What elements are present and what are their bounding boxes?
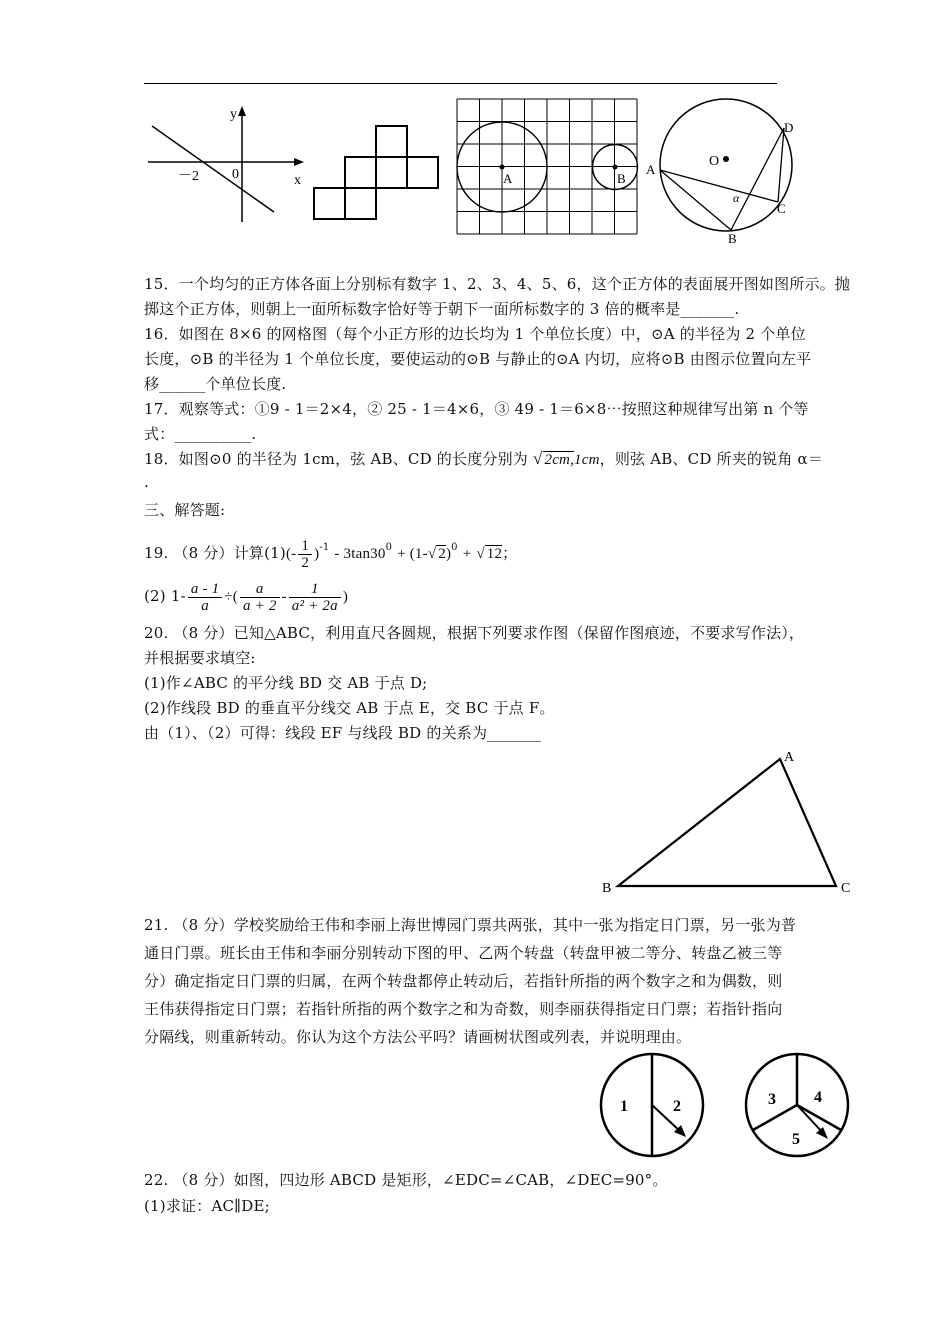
spinner-1-number-1: 1 xyxy=(620,1098,628,1115)
triangle-vertex-b: B xyxy=(602,881,612,896)
question-17-line-1: 17．观察等式：①9 - 1＝2×4，② 25 - 1＝4×6，③ 49 - 1＝6×8⋯按照这种规律写出第 n 个等 xyxy=(144,400,809,418)
question-21-line-2: 通日门票。班长由王伟和李丽分别转动下图的甲、乙两个转盘（转盘甲被二等分、转盘乙被三等 xyxy=(144,944,783,962)
question-21-line-3: 分）确定指定日门票的归属，在两个转盘都停止转动后，若指针所指的两个数字之和为偶数，则 xyxy=(144,972,783,990)
grid-circles-figure xyxy=(457,99,637,235)
question-21-line-1: 21. （8 分）学校奖励给王伟和李丽上海世博园门票共两张，其中一张为指定日门票，另一张为普 xyxy=(144,916,797,934)
question-15-line-1: 15．一个均匀的正方体各面上分别标有数字 1、2、3、4、5、6，这个正方体的表面展开图如图所示。抛 xyxy=(144,275,851,293)
spinner-2-number-5: 5 xyxy=(792,1131,800,1148)
center-o-label: O xyxy=(709,154,720,169)
grid-point-a: A xyxy=(503,171,513,186)
question-18-line-2: . xyxy=(144,473,149,491)
circle-chords-figure xyxy=(642,98,802,250)
alpha-label: α xyxy=(733,191,740,205)
question-20-line-3: (1)作∠ABC 的平分线 BD 交 AB 于点 D; xyxy=(144,674,428,692)
question-20-line-5: 由（1）、（2）可得：线段 EF 与线段 BD 的关系为_______ xyxy=(144,724,542,742)
circle-point-c: C xyxy=(777,201,786,216)
question-17-line-2: 式：__________. xyxy=(144,425,257,443)
y-axis-label: y xyxy=(230,107,237,122)
triangle-vertex-a: A xyxy=(784,750,795,765)
sqrt-two-cm: √ 2cm,1cm xyxy=(532,449,600,468)
fraction-one-half: $\frac{1}{2}$ xyxy=(298,538,312,571)
question-16-line-2: 长度，⊙B 的半径为 1 个单位长度，要使运动的⊙B 与静止的⊙A 内切，应将⊙B 由图示位置向左平 xyxy=(144,350,812,368)
spinner-1-number-2: 2 xyxy=(673,1098,681,1115)
question-16-line-1: 16．如图在 8×6 的网格图（每个小正方形的边长均为 1 个单位长度）中，⊙A 的半径为 2 个单位 xyxy=(144,325,806,343)
question-18-part-1: 18．如图⊙0 的半径为 1cm，弦 AB、CD 的长度分别为 xyxy=(144,450,528,468)
header-rule xyxy=(144,83,777,84)
question-21-line-4: 王伟获得指定日门票；若指针所指的两个数字之和为奇数，则李丽获得指定日门票；若指针指向 xyxy=(144,1000,783,1018)
question-16-line-3: 移______个单位长度. xyxy=(144,375,287,393)
spinner-2-number-4: 4 xyxy=(814,1089,822,1106)
fraction-a-minus-1-over-a: $\frac{a - 1}{a}$ xyxy=(188,581,223,614)
origin-label: 0 xyxy=(232,167,239,182)
question-21-line-5: 分隔线，则重新转动。你认为这个方法公平吗？请画树状图或列表，并说明理由。 xyxy=(144,1028,692,1046)
spinner-1-figure xyxy=(598,1052,708,1158)
question-20-line-2: 并根据要求填空: xyxy=(144,649,256,667)
question-20-line-1: 20. （8 分）已知△ABC，利用直尺各圆规，根据下列要求作图（保留作图痕迹，不要求写作法）， xyxy=(144,624,805,642)
question-19-part-1: 19. （8 分）计算(1)(- $\frac{1}{2}$ )$^{-1} - 3\tan 30^0 + (1-√$ 2)$^0$ + √ 12； xyxy=(144,537,518,571)
cube-net-figure xyxy=(312,124,442,222)
circle-point-d: D xyxy=(784,120,794,135)
spinner-2-number-3: 3 xyxy=(768,1091,776,1108)
question-22-line-2: (1)求证：AC∥DE; xyxy=(144,1197,270,1215)
coordinate-axes-figure xyxy=(144,102,314,226)
minus-two-label: －2 xyxy=(178,169,199,184)
triangle-vertex-c: C xyxy=(841,881,851,896)
question-18-part-2: ，则弦 AB、CD 所夹的锐角 α＝ xyxy=(599,450,824,468)
question-20-line-4: (2)作线段 BD 的垂直平分线交 AB 于点 E，交 BC 于点 F。 xyxy=(144,699,555,717)
triangle-abc-figure xyxy=(598,745,860,900)
circle-point-b: B xyxy=(728,231,737,246)
question-15-line-2: 掷这个正方体，则朝上一面所标数字恰好等于朝下一面所标数字的 3 倍的概率是_______. xyxy=(144,300,740,318)
fraction-a-over-a-plus-2: $\frac{a}{a + 2}$ xyxy=(240,581,280,614)
question-19-part-2: (2) 1- $\frac{a - 1}{a}$ ÷( $\frac{a}{a + 2}$ - $\frac{1}{\text{a² + 2a}}$ ) xyxy=(144,580,349,614)
spinner-2-figure xyxy=(744,1052,854,1158)
circle-point-a: A xyxy=(646,162,656,177)
section-3-heading: 三、解答题: xyxy=(144,501,226,519)
grid-point-b: B xyxy=(617,171,626,186)
x-axis-label: x xyxy=(294,173,301,188)
fraction-1-over-a2-plus-2a: $\frac{1}{\text{a² + 2a}}$ xyxy=(289,581,341,614)
question-22-line-1: 22. （8 分）如图，四边形 ABCD 是矩形，∠EDC=∠CAB，∠DEC=90°。 xyxy=(144,1171,668,1189)
question-18-line-1 xyxy=(144,449,823,470)
